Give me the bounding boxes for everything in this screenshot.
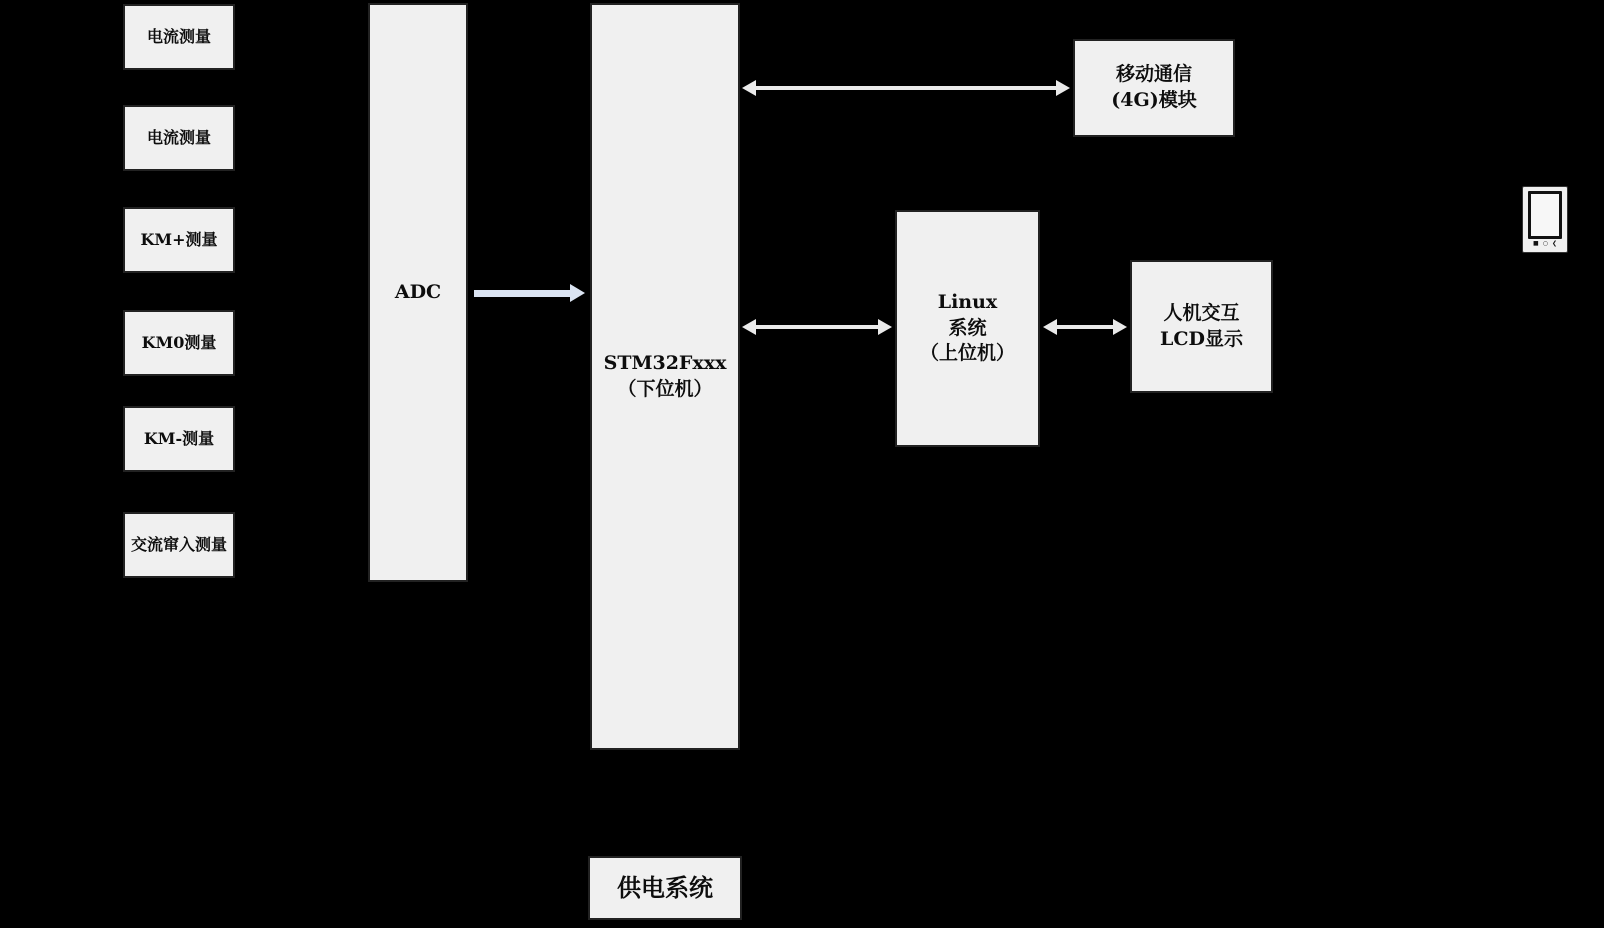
sensor-label: 电流测量: [146, 128, 211, 148]
hmi-lcd-box: [1130, 260, 1273, 393]
arrow-adc-to-mcu: [474, 284, 585, 302]
comm-label-line1: 移动通信: [1115, 63, 1192, 86]
sensor-label: KM0测量: [141, 333, 217, 353]
sensor-label: KM-测量: [143, 429, 215, 449]
sensor-label: 电流测量: [146, 27, 211, 47]
comm-module-box: [1073, 39, 1235, 137]
arrow-right-head-icon: [1056, 80, 1070, 96]
arrow-right-head-icon: [570, 284, 585, 302]
arrow-mcu-linux: [742, 318, 892, 336]
comm-label-line2: (4G)模块: [1111, 89, 1197, 111]
sensor-box-km-plus: [123, 207, 235, 273]
arrow-right-head-icon: [1113, 319, 1127, 335]
mcu-box: [590, 3, 740, 750]
sensor-label: 交流窜入测量: [130, 535, 227, 555]
adc-label: ADC: [394, 280, 442, 303]
recents-icon: ■: [1533, 240, 1539, 247]
back-icon: ❮: [1551, 240, 1557, 247]
arrow-mcu-comm: [742, 79, 1070, 97]
mcu-label-line1: STM32Fxxx: [603, 351, 727, 374]
sensor-label: KM+测量: [140, 230, 218, 250]
power-label: 供电系统: [617, 872, 713, 902]
sensor-box-km-zero: [123, 310, 235, 376]
home-icon: ○: [1542, 240, 1548, 247]
hmi-label-line1: 人机交互: [1163, 301, 1240, 324]
linux-host-box: [895, 210, 1040, 447]
arrow-left-head-icon: [742, 319, 756, 335]
tablet-screen-icon: [1528, 191, 1562, 239]
arrow-linux-hmi: [1043, 318, 1127, 336]
adc-box: [368, 3, 468, 582]
mcu-label-line2: （下位机）: [617, 377, 713, 400]
arrow-shaft: [1057, 325, 1113, 329]
tablet-icon: [1522, 186, 1568, 253]
sensor-box-current-1: [123, 4, 235, 70]
linux-label-line2: 系统: [948, 316, 987, 339]
arrow-shaft: [756, 325, 878, 329]
arrow-shaft: [474, 290, 570, 297]
sensor-box-current-2: [123, 105, 235, 171]
linux-label-line1: Linux: [937, 291, 998, 314]
hmi-label-line2: LCD显示: [1160, 327, 1243, 350]
arrow-right-head-icon: [878, 319, 892, 335]
power-supply-box: [588, 856, 742, 920]
sensor-box-km-minus: [123, 406, 235, 472]
sensor-box-ac-intrusion: [123, 512, 235, 578]
arrow-left-head-icon: [1043, 319, 1057, 335]
arrow-shaft: [756, 86, 1056, 90]
tablet-navbar: [1523, 239, 1567, 249]
linux-label-line3: （上位机）: [919, 342, 1015, 365]
arrow-left-head-icon: [742, 80, 756, 96]
